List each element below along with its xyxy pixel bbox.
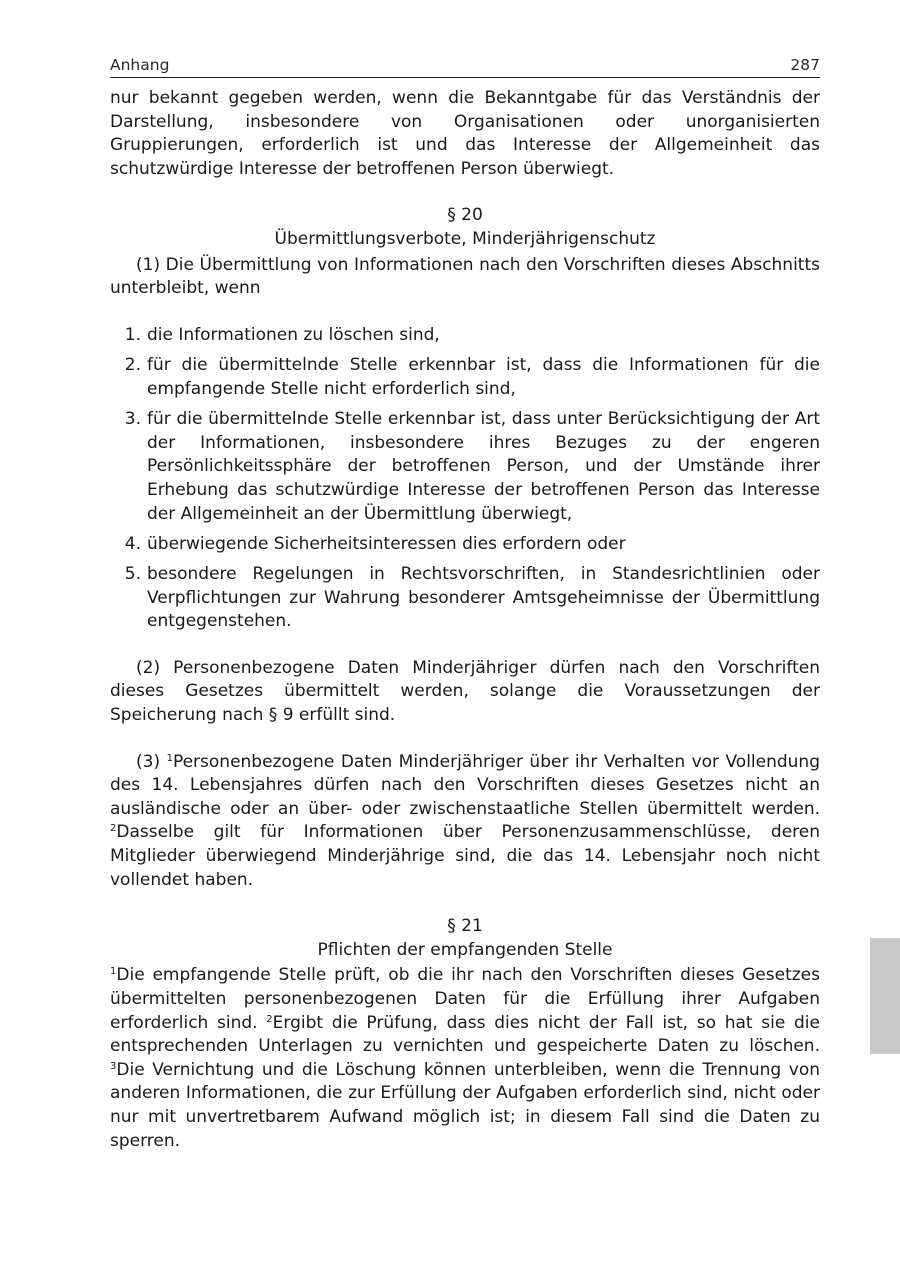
sentence-number-2: 2 [110, 823, 117, 835]
list-item-number: 4. [124, 533, 141, 554]
section-21-sentence-2: Ergibt die Prüfung, dass dies nicht der Fall ist, so hat sie die entsprechenden Unterlagen zu vernichten und gespeicherte Daten zu löschen. [110, 1012, 820, 1057]
section-20-paragraph-2: (2) Personenbezogene Daten Minderjähriger dürfen nach den Vorschriften dieses Gesetzes übermittelt werden, solange die Voraussetzungen der Speicherung nach § 9 erfüllt sind. [110, 657, 820, 726]
list-item-text: überwiegende Sicherheitsinteressen dies erfordern oder [147, 533, 626, 554]
section-20-paragraph-1-intro: (1) Die Übermittlung von Informationen nach den Vorschriften dieses Abschnitts unterbleibt, wenn [110, 254, 820, 299]
thumb-index-tab [870, 938, 900, 1054]
sentence-number-2: 2 [266, 1013, 273, 1025]
section-21-paragraph [110, 964, 820, 1153]
section-21-sentence-1: Die empfangende Stelle prüft, ob die ihr nach den Vorschriften dieses Gesetzes übermittelten personenbezogenen Daten für die Erfüllung ihrer Aufgaben erforderlich sind. [110, 965, 820, 1033]
paragraph-3-sentence-1: Personenbezogene Daten Minderjähriger über ihr Verhalten vor Vollendung des 14. Lebensjahres dürfen nach den Vorschriften dieses Gesetzes nicht an ausländische oder an über- oder zwischenstaatliche Stellen übermittelt werden. [110, 751, 821, 819]
paragraph-3-sentence-2: Dasselbe gilt für Informationen über Personenzusammenschlüsse, deren Mitglieder überwiegend Minderjährige sind, die das 14. Lebensjahr noch nicht vollendet haben. [110, 822, 820, 890]
list-item-text: für die übermittelnde Stelle erkennbar ist, dass unter Berücksichtigung der Art der Informationen, insbesondere ihres Bezuges zu der engeren Persönlichkeitssphäre der betroffenen Person, und der Umstände ihrer Erhebung das schutzwürdige Interesse der betroffenen Person das Interesse der Allgemeinheit an der Übermittlung überwiegt, [147, 409, 820, 524]
section-20-number: § 20 [447, 205, 483, 226]
list-item-number: 3. [124, 409, 141, 430]
sentence-number-3: 3 [110, 1060, 117, 1072]
section-20-title: Übermittlungsverbote, Minderjährigenschutz [274, 228, 656, 249]
section-20-paragraph-3 [110, 751, 820, 893]
section-21-title: Pflichten der empfangenden Stelle [317, 939, 613, 960]
intro-paragraph: nur bekannt gegeben werden, wenn die Bekanntgabe für das Verständnis der Darstellung, insbesondere von Organisationen oder unorganisierten Gruppierungen, erforderlich ist und das Interesse der Allgemeinheit das schutzwürdige Interesse der betroffenen Person überwiegt. [110, 88, 820, 179]
paragraph-3-label: (3) [136, 751, 161, 772]
list-item-text: besondere Regelungen in Rechtsvorschriften, in Standesrichtlinien oder Verpflichtungen zur Wahrung besonderer Amtsgeheimnisse der Übermittlung entgegenstehen. [147, 564, 820, 632]
list-item-number: 2. [124, 355, 141, 376]
sentence-number-1: 1 [110, 966, 117, 978]
section-21-sentence-3: Die Vernichtung und die Löschung können unterbleiben, wenn die Trennung von anderen Informationen, die zur Erfüllung der Aufgaben erforderlich sind, nicht oder nur mit unvertretbarem Aufwand möglich ist; in diesem Fall sind die Daten zu sperren. [110, 1059, 820, 1151]
list-item [110, 354, 820, 401]
page-number: 287 [790, 56, 820, 74]
list-item [110, 563, 820, 634]
list-item-text: die Informationen zu löschen sind, [147, 324, 440, 345]
list-item-text: für die übermittelnde Stelle erkennbar ist, dass die Informationen für die empfangende Stelle nicht erforderlich sind, [147, 355, 820, 399]
section-20-list [110, 324, 820, 634]
list-item-number: 5. [124, 564, 141, 585]
list-item [110, 324, 820, 348]
running-header [110, 52, 820, 78]
list-item [110, 533, 820, 557]
document-page [110, 52, 820, 1153]
list-item-number: 1. [124, 324, 141, 345]
sentence-number-1: 1 [166, 752, 173, 764]
chapter-title: Anhang [110, 56, 170, 74]
section-21-number: § 21 [447, 916, 483, 937]
list-item [110, 408, 820, 526]
